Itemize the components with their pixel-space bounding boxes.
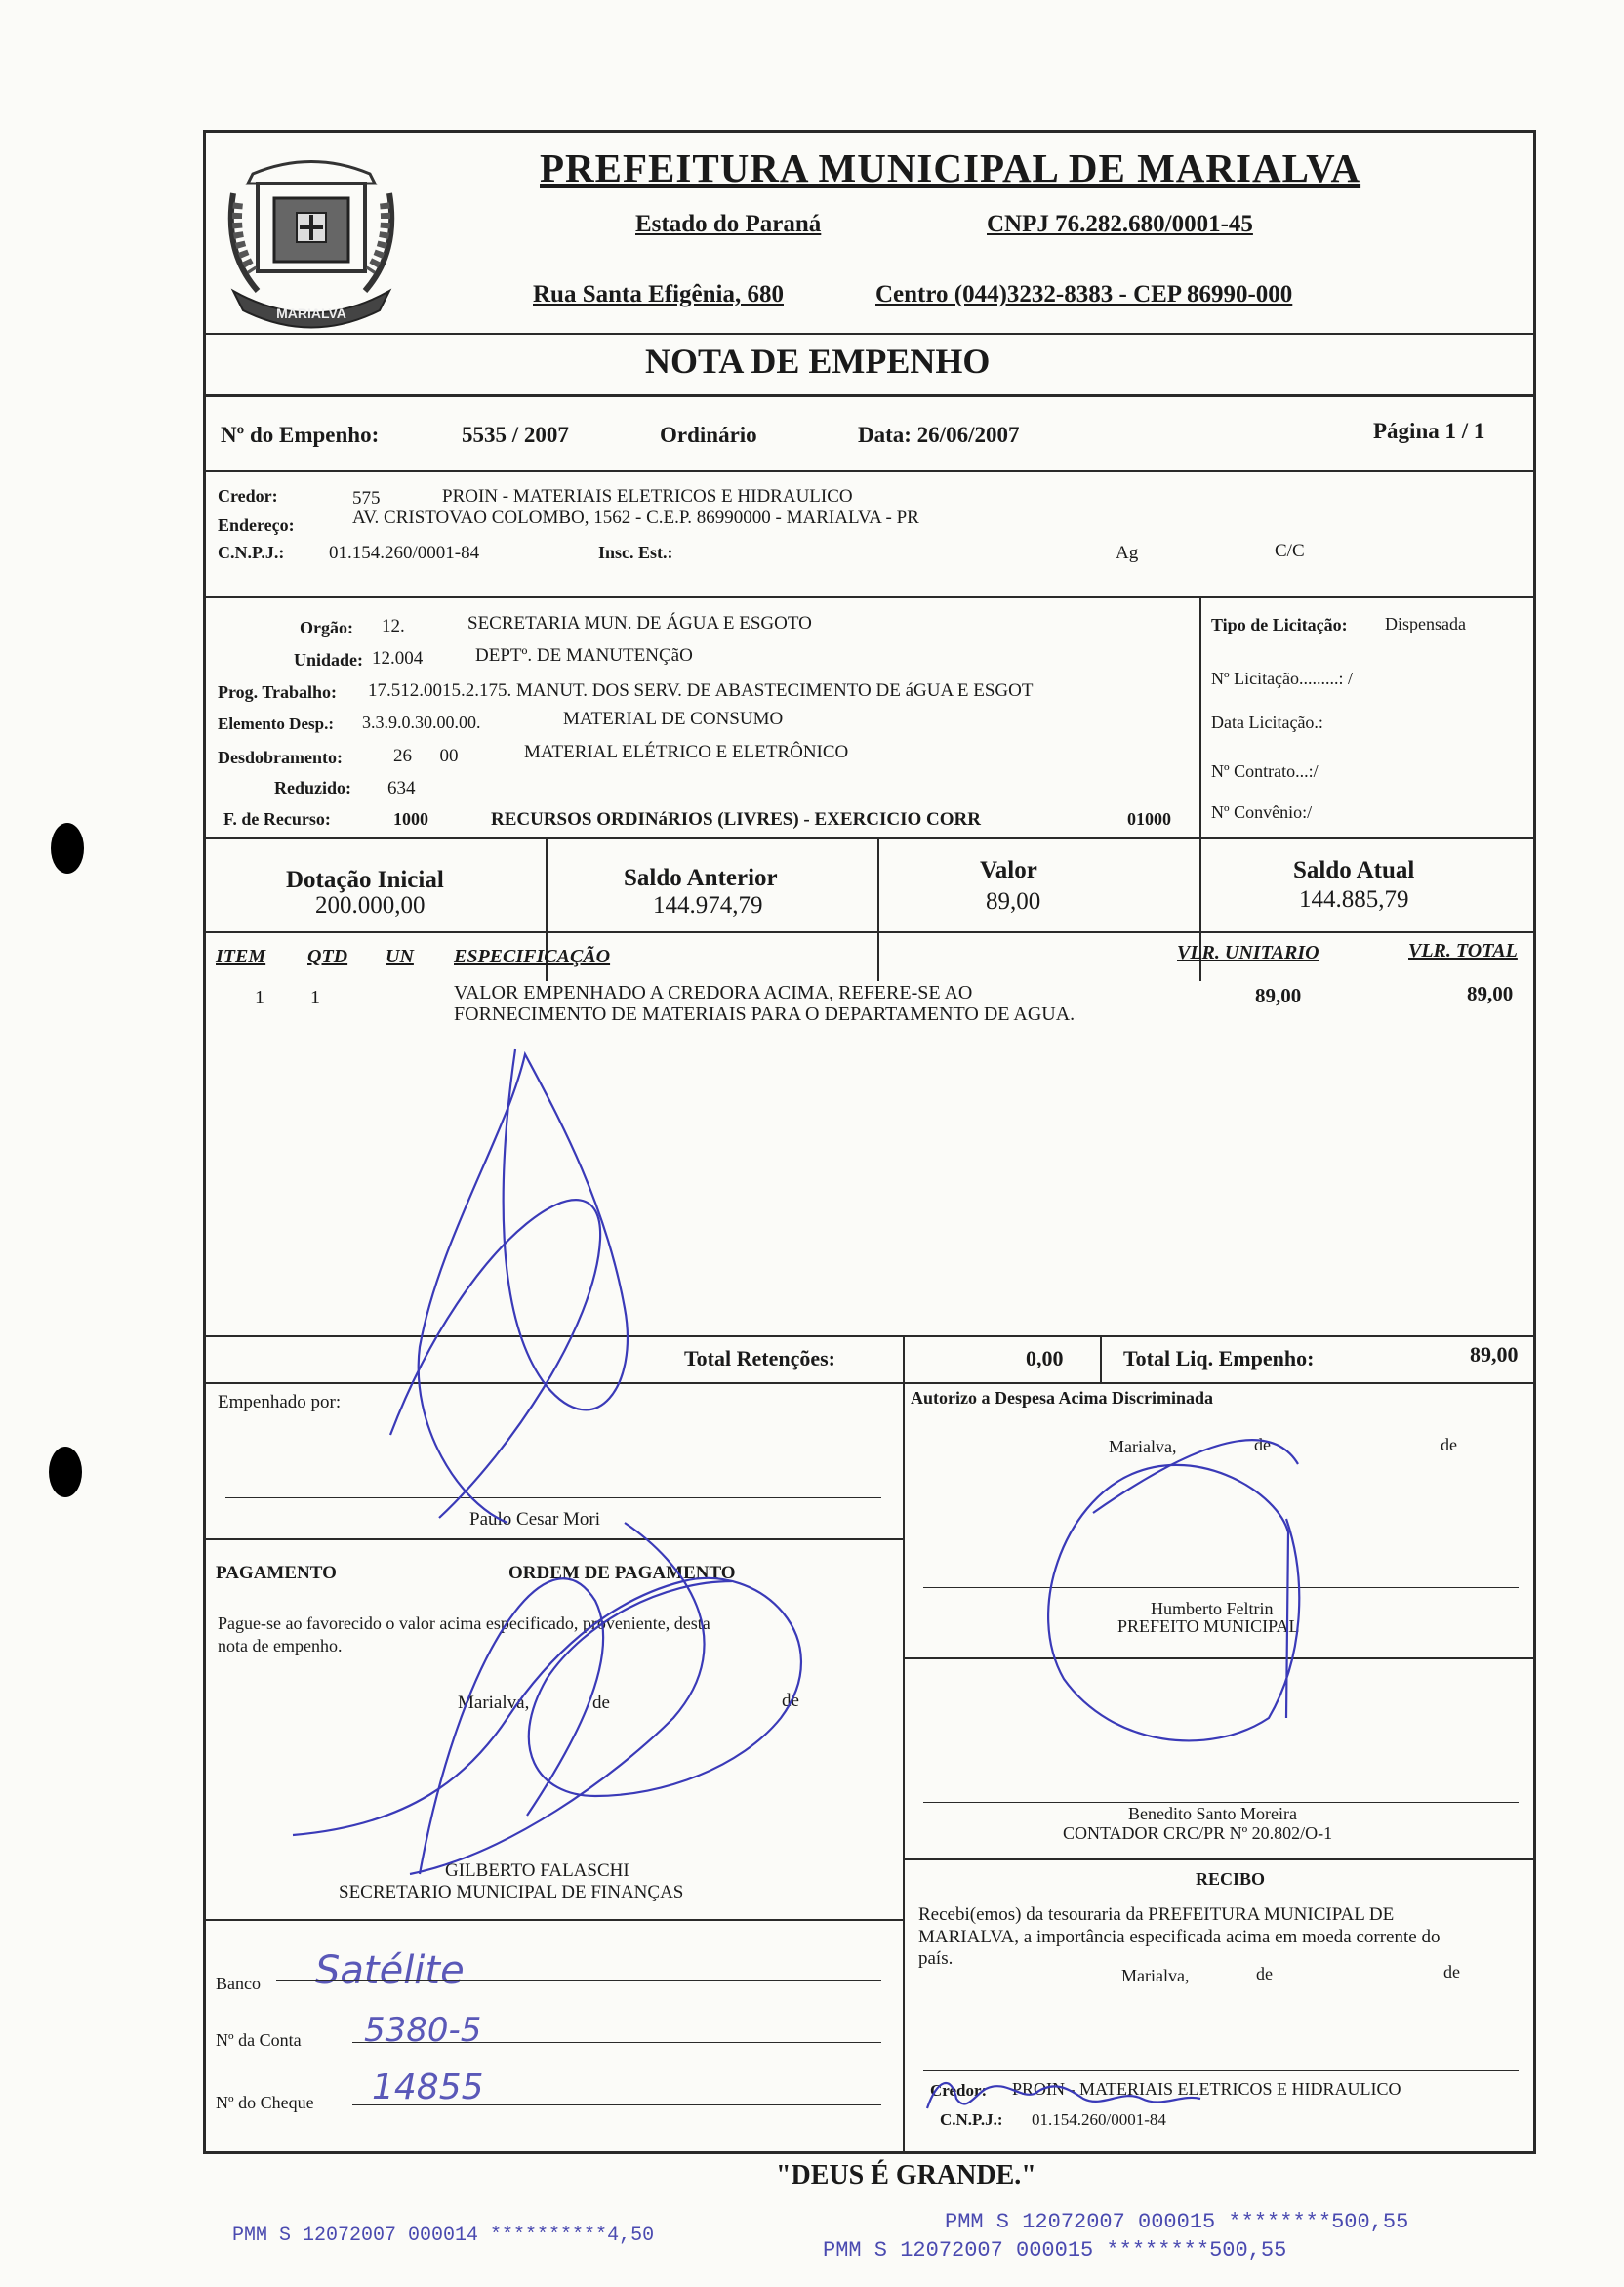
pagamento-de-1: de <box>592 1693 610 1713</box>
credor-name: PROIN - MATERIAIS ELETRICOS E HIDRAULICO <box>442 486 853 507</box>
recibo-credor: PROIN - MATERIAIS ELETRICOS E HIDRAULICO <box>1012 2079 1401 2099</box>
bank-stamp-3: PMM S 12072007 000015 ********500,55 <box>823 2238 1287 2263</box>
doc-title: NOTA DE EMPENHO <box>645 342 991 381</box>
recibo-text-2: MARIALVA, a importância especificada acima em moeda corrente do <box>918 1927 1441 1947</box>
num-convenio: Nº Convênio:/ <box>1211 802 1313 822</box>
tipo-licitacao-label: Tipo de Licitação: <box>1211 615 1348 634</box>
recibo-cnpj: 01.154.260/0001-84 <box>1032 2110 1166 2129</box>
reduzido-code: 634 <box>387 778 416 798</box>
dotacao-inicial-label: Dotação Inicial <box>286 867 444 893</box>
col-especificacao: ESPECIFICAÇÃO <box>454 946 611 967</box>
credor-cnpj-label: C.N.P.J.: <box>218 543 285 562</box>
empenho-num: 5535 / 2007 <box>462 423 569 447</box>
secretario-title: SECRETARIO MUNICIPAL DE FINANÇAS <box>339 1882 684 1902</box>
cc-label: C/C <box>1275 541 1305 561</box>
credor-address: AV. CRISTOVAO COLOMBO, 1562 - C.E.P. 86990000 - MARIALVA - PR <box>352 508 919 528</box>
item-vlr-total: 89,00 <box>1467 982 1514 1005</box>
empenhado-por-label: Empenhado por: <box>218 1392 342 1412</box>
secretario-name: GILBERTO FALASCHI <box>445 1860 629 1881</box>
unidade-name: DEPTº. DE MANUTENÇãO <box>475 645 693 666</box>
orgao-label: Orgão: <box>300 618 353 637</box>
conta-label: Nº da Conta <box>216 2030 302 2050</box>
col-un: UN <box>386 946 414 967</box>
recibo-cnpj-label: C.N.P.J.: <box>940 2110 1003 2129</box>
contador-name: Benedito Santo Moreira <box>1128 1804 1297 1823</box>
saldo-atual-label: Saldo Atual <box>1293 857 1415 883</box>
col-vlr-total: VLR. TOTAL <box>1408 940 1518 961</box>
orgao-code: 12. <box>382 616 405 636</box>
header-district-phone: Centro (044)3232-8383 - CEP 86990-000 <box>875 281 1293 307</box>
autorizo-de-1: de <box>1254 1435 1271 1454</box>
pague-text-2: nota de empenho. <box>218 1636 343 1655</box>
autorizo-label: Autorizo a Despesa Acima Discriminada <box>911 1388 1213 1408</box>
item-number: 1 <box>255 987 264 1008</box>
unidade-label: Unidade: <box>294 650 364 670</box>
num-contrato: Nº Contrato...:/ <box>1211 761 1319 781</box>
header-address: Rua Santa Efigênia, 680 <box>533 281 784 307</box>
elemento-code: 3.3.9.0.30.00.00. <box>362 713 481 732</box>
contador-title: CONTADOR CRC/PR Nº 20.802/O-1 <box>1063 1823 1333 1843</box>
empenho-type: Ordinário <box>660 423 757 447</box>
dotacao-inicial: 200.000,00 <box>315 892 426 919</box>
credor-code: 575 <box>352 488 381 509</box>
bank-stamp-2: PMM S 12072007 000015 ********500,55 <box>945 2210 1409 2234</box>
recibo-credor-label: Credor: <box>930 2081 988 2100</box>
total-liq: 89,00 <box>1470 1342 1519 1367</box>
elemento-label: Elemento Desp.: <box>218 715 334 733</box>
saldo-atual: 144.885,79 <box>1299 886 1409 913</box>
orgao-name: SECRETARIA MUN. DE ÁGUA E ESGOTO <box>467 613 812 633</box>
desdobramento-label: Desdobramento: <box>218 748 343 767</box>
total-retencoes-label: Total Retenções: <box>684 1346 835 1370</box>
saldo-anterior-label: Saldo Anterior <box>624 865 778 891</box>
header-cnpj: CNPJ 76.282.680/0001-45 <box>987 211 1253 237</box>
prefeito-title: PREFEITO MUNICIPAL <box>1117 1616 1300 1636</box>
recurso-code: 1000 <box>393 809 428 829</box>
ordem-pagamento-label: ORDEM DE PAGAMENTO <box>508 1563 736 1583</box>
item-description-2: FORNECIMENTO DE MATERIAIS PARA O DEPARTAMENTO DE AGUA. <box>454 1003 1076 1025</box>
col-item: ITEM <box>216 946 266 967</box>
autorizo-de-2: de <box>1441 1435 1457 1454</box>
item-vlr-unitario: 89,00 <box>1255 984 1302 1007</box>
footer-motto: "DEUS É GRANDE." <box>776 2160 1036 2190</box>
empenhado-por-name: Paulo Cesar Mori <box>469 1509 601 1530</box>
num-licitacao: Nº Licitação.........: / <box>1211 669 1354 688</box>
item-qtd: 1 <box>310 987 320 1008</box>
bank-stamp-1: PMM S 12072007 000014 **********4,50 <box>232 2225 655 2247</box>
valor-label: Valor <box>980 857 1037 883</box>
recibo-de-2: de <box>1443 1962 1460 1981</box>
col-qtd: QTD <box>307 946 348 967</box>
credor-cnpj: 01.154.260/0001-84 <box>329 543 480 563</box>
recibo-label: RECIBO <box>1196 1869 1266 1889</box>
recurso-name: RECURSOS ORDINáRIOS (LIVRES) - EXERCICIO CORR <box>491 809 981 830</box>
cheque-value: 14855 <box>372 2067 484 2107</box>
recurso-label: F. de Recurso: <box>223 809 331 829</box>
conta-value: 5380-5 <box>364 2011 482 2050</box>
page-number: Página 1 / 1 <box>1373 419 1485 443</box>
banco-value: Satélite <box>315 1948 465 1993</box>
banco-label: Banco <box>216 1974 261 1993</box>
prog-trabalho-label: Prog. Trabalho: <box>218 682 338 702</box>
item-description-1: VALOR EMPENHADO A CREDORA ACIMA, REFERE-SE AO <box>454 982 973 1003</box>
desdobramento-name: MATERIAL ELÉTRICO E ELETRÔNICO <box>524 742 849 762</box>
state-label: Estado do Paraná <box>635 211 822 237</box>
pagamento-de-2: de <box>782 1691 799 1711</box>
insc-est-label: Insc. Est.: <box>598 543 673 562</box>
reduzido-label: Reduzido: <box>274 778 352 797</box>
credor-label: Credor: <box>218 486 278 506</box>
autorizo-city: Marialva, <box>1109 1437 1177 1456</box>
ag-label: Ag <box>1116 543 1139 563</box>
total-liq-label: Total Liq. Empenho: <box>1123 1346 1315 1370</box>
recibo-city: Marialva, <box>1121 1966 1190 1985</box>
elemento-name: MATERIAL DE CONSUMO <box>563 709 784 729</box>
total-retencoes: 0,00 <box>1026 1346 1064 1370</box>
col-vlr-unitario: VLR. UNITARIO <box>1177 942 1320 963</box>
empenho-num-label: Nº do Empenho: <box>221 423 380 447</box>
recurso-code-2: 01000 <box>1127 809 1171 829</box>
prefeito-name: Humberto Feltrin <box>1151 1599 1274 1618</box>
unidade-code: 12.004 <box>372 648 424 669</box>
saldo-anterior: 144.974,79 <box>653 892 763 919</box>
address-label: Endereço: <box>218 515 295 535</box>
empenho-date: Data: 26/06/2007 <box>858 423 1020 447</box>
cheque-label: Nº do Cheque <box>216 2093 314 2112</box>
recibo-text-3: país. <box>918 1948 954 1969</box>
desdobramento-code: 26 00 <box>393 746 459 766</box>
valor: 89,00 <box>986 888 1041 915</box>
tipo-licitacao: Dispensada <box>1385 614 1466 633</box>
pagamento-city: Marialva, <box>458 1693 530 1713</box>
prog-trabalho: 17.512.0015.2.175. MANUT. DOS SERV. DE ABASTECIMENTO DE áGUA E ESGOT <box>368 680 1034 701</box>
data-licitacao: Data Licitação.: <box>1211 713 1323 732</box>
crest-text: MARIALVA <box>276 306 346 321</box>
municipality-title: PREFEITURA MUNICIPAL DE MARIALVA <box>540 145 1361 190</box>
recibo-de-1: de <box>1256 1964 1273 1983</box>
pague-text-1: Pague-se ao favorecido o valor acima especificado, proveniente, desta <box>218 1613 710 1633</box>
recibo-text-1: Recebi(emos) da tesouraria da PREFEITURA MUNICIPAL DE <box>918 1904 1395 1925</box>
pagamento-label: PAGAMENTO <box>216 1563 337 1583</box>
